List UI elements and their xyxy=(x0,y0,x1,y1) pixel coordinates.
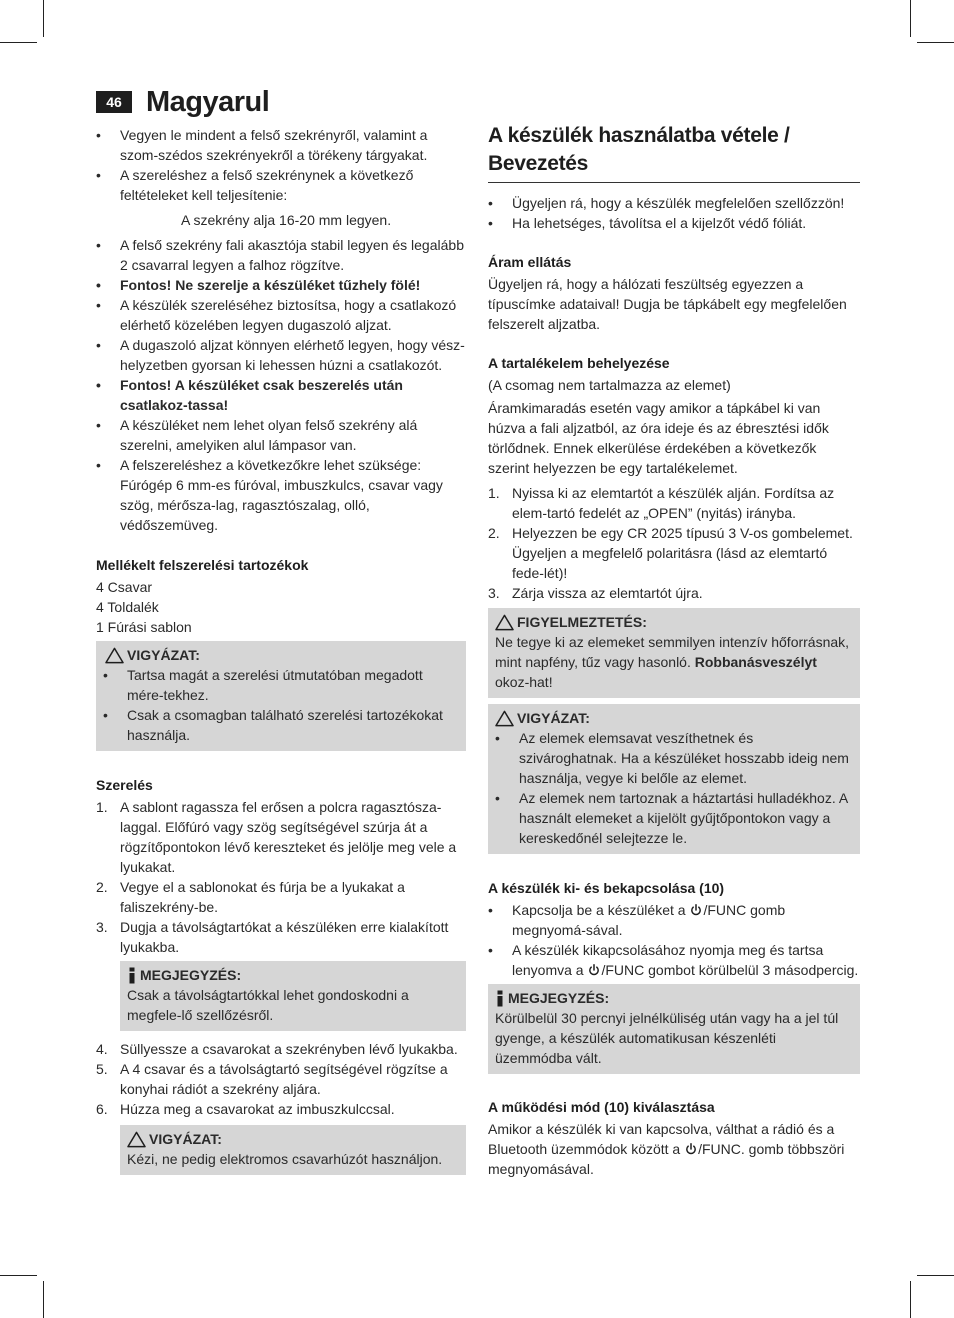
list-item: • Ha lehetséges, távolítsa el a kijelzőt védő fóliát. xyxy=(488,213,860,233)
note-title: MEGJEGYZÉS: xyxy=(508,990,610,1006)
condition-text: A szekrény alja 16-20 mm legyen. xyxy=(181,212,392,228)
caution-box-2 xyxy=(120,1125,466,1175)
crop-mark xyxy=(910,0,911,37)
note-header xyxy=(127,965,459,985)
power-icon xyxy=(690,904,702,916)
battery-subtitle: (A csomag nem tartalmazza az elemet) xyxy=(488,377,731,393)
list-item: • A készülék szereléséhez biztosítsa, hogy a csatlakozó elérhető közelében legyen dugaszoló aljzat. xyxy=(96,295,466,335)
caution-box xyxy=(96,641,466,751)
crop-mark xyxy=(910,1281,911,1318)
caution-title: VIGYÁZAT: xyxy=(149,1131,222,1147)
list-item: 4. Süllyessze a csavarokat a szekrényben lévő lyukakba. xyxy=(96,1041,458,1057)
list-item: 4 Toldalék xyxy=(96,599,159,615)
list-item: • A szereléshez a felső szekrénynek a következő feltételeket kell teljesítenie: xyxy=(96,165,466,205)
crop-mark xyxy=(0,42,37,43)
crop-mark xyxy=(917,42,954,43)
list-item: • A készülék kikapcsolásához nyomja meg és tartsa lenyomva a /FUNC gombot körülbelül 3 másodpercig. xyxy=(488,940,860,980)
power-heading: Áram ellátás xyxy=(488,254,572,270)
caution-text: Kézi, ne pedig elektromos csavarhúzót használjon. xyxy=(127,1151,443,1167)
power-icon xyxy=(685,1143,697,1155)
page-title: Magyarul xyxy=(146,86,270,118)
section-title: A készülék használatba vétele / Bevezetés xyxy=(488,122,860,183)
note-header xyxy=(495,988,853,1008)
list-item: • Csak a csomagban található szerelési tartozékokat használja. xyxy=(103,705,459,745)
mounting-steps-2 xyxy=(96,1039,466,1119)
page-number: 46 xyxy=(96,91,132,113)
onoff-heading: A készülék ki- és bekapcsolása (10) xyxy=(488,880,725,896)
battery-heading: A tartalékelem behelyezése xyxy=(488,355,670,371)
crop-mark xyxy=(0,1275,37,1276)
list-item: • Ügyeljen rá, hogy a készülék megfelelően szellőzzön! xyxy=(488,193,860,213)
onoff-list xyxy=(488,900,860,980)
power-text: Ügyeljen rá, hogy a hálózati feszültség egyezzen a típuscímke adataival! Dugja be tápkábelt egy megfelelően felszerelt aljzatba. xyxy=(488,276,847,332)
mounting-steps xyxy=(96,797,466,957)
list-item: 2. Helyezzen be egy CR 2025 típusú 3 V-os gombelemet. Ügyeljen a megfelelő polaritásra (lásd az elemtartó fede-lét)! xyxy=(488,525,853,581)
list-item: • A felső szekrény fali akasztója stabil legyen és legalább 2 csavarral legyen a falhoz rögzítve. xyxy=(96,235,466,275)
intro-list xyxy=(96,125,466,205)
caution-header xyxy=(495,708,853,728)
list-item: • Kapcsolja be a készüléket a /FUNC gomb megnyomá-sával. xyxy=(488,900,860,940)
caution-title: VIGYÁZAT: xyxy=(517,710,590,726)
list-item: • A készüléket nem lehet olyan felső szekrény alá szerelni, amelyiken alul lámpasor van. xyxy=(96,415,466,455)
battery-steps xyxy=(488,483,860,603)
caution-header xyxy=(103,645,459,665)
list-item: • Az elemek nem tartoznak a háztartási hulladékhoz. A használt elemeket a kijelölt gyűjtőpontokon vagy a kereskedőnél selejtezze le. xyxy=(495,788,853,848)
list-item: 2. Vegye el a sablonokat és fúrja be a lyukakat a faliszekrény-be. xyxy=(96,879,405,915)
caution-title: VIGYÁZAT: xyxy=(127,647,200,663)
note-text: Csak a távolságtartókkal lehet gondoskodni a megfele-lő szellőzésről. xyxy=(127,987,409,1023)
warning-header xyxy=(495,612,853,632)
mode-text: Amikor a készülék ki van kapcsolva, válthat a rádió és a Bluetooth üzemmódok között a /FUNC. gomb többszöri megnyomásával. xyxy=(488,1121,845,1177)
power-icon xyxy=(588,964,600,976)
note-box xyxy=(488,984,860,1074)
left-column xyxy=(96,125,466,1175)
warning-triangle-icon xyxy=(127,1131,146,1148)
note-box xyxy=(120,961,466,1031)
list-item: 3. Zárja vissza az elemtartót újra. xyxy=(488,585,703,601)
note-title: MEGJEGYZÉS: xyxy=(140,967,242,983)
warning-title: FIGYELMEZTETÉS: xyxy=(517,614,647,630)
note-text: Körülbelül 30 percnyi jelnélküliség után vagy ha a jel túl gyenge, a készülék automatikusan készenléti üzemmódba vált. xyxy=(495,1010,839,1066)
right-column xyxy=(488,122,860,1179)
info-icon xyxy=(495,990,505,1007)
requirements-list xyxy=(96,235,466,535)
accessories-list xyxy=(96,577,466,637)
list-item: 1. Nyissa ki az elemtartót a készülék alján. Fordítsa az elem-tartó fedelét az „OPEN” (nyitás) irányba. xyxy=(488,485,835,521)
list-item: • Vegyen le mindent a felső szekrényről, valamint a szom-szédos szekrényekről a törékeny tárgyakat. xyxy=(96,125,466,165)
list-item: 4 Csavar xyxy=(96,579,153,595)
list-item: 1 Fúrási sablon xyxy=(96,619,192,635)
warning-triangle-icon xyxy=(105,647,124,664)
list-item: • Fontos! Ne szerelje a készüléket tűzhely fölé! xyxy=(96,275,466,295)
list-item: 1. A sablont ragassza fel erősen a polcra ragasztósza-laggal. Előfúró vagy szög segítségével szúrja át a rögzítőpontokon lévő kereszteket és jelölje meg vele a lyukakat. xyxy=(96,799,457,875)
crop-mark xyxy=(917,1275,954,1276)
battery-text: Áramkimaradás esetén vagy amikor a tápkábel ki van húzva a fali aljzatból, az óra ideje és az ébresztési idők törlődnek. Ennek elkerülése érdekében a következők szerint helyezzen be egy tartalékelemet. xyxy=(488,400,829,476)
warning-triangle-icon xyxy=(495,710,514,727)
caution-list xyxy=(495,728,853,848)
list-item: 5. A 4 csavar és a távolságtartó segítségével rögzítse a konyhai rádiót a szekrény aljára. xyxy=(96,1061,448,1097)
warning-box xyxy=(488,608,860,698)
list-item: 6. Húzza meg a csavarokat az imbuszkulccsal. xyxy=(96,1101,395,1117)
caution-list xyxy=(103,665,459,745)
list-item: • A felszereléshez a következőkre lehet szüksége: Fúrógép 6 mm-es fúróval, imbuszkulcs, csavar vagy szög, mérősza-lag, ragasztószalag, olló, védőszemüveg. xyxy=(96,455,466,535)
warning-triangle-icon xyxy=(495,614,514,631)
list-item: • A dugaszoló aljzat könnyen elérhető legyen, hogy vész-helyzetben gyorsan ki lehessen húzni a csatlakozót. xyxy=(96,335,466,375)
crop-mark xyxy=(43,0,44,37)
crop-mark xyxy=(43,1281,44,1318)
info-icon xyxy=(127,967,137,984)
warning-text: Ne tegye ki az elemeket semmilyen intenzív hőforrásnak, mint napfény, tűz vagy hasonló. Robbanásveszélyt okoz-hat! xyxy=(495,634,850,690)
list-item: • Az elemek elemsavat veszíthetnek és szivároghatnak. Ha a készüléket hosszabb ideig nem használja, vegye ki belőle az elemet. xyxy=(495,728,853,788)
intro-list xyxy=(488,193,860,233)
mode-heading: A működési mód (10) kiválasztása xyxy=(488,1099,715,1115)
list-item: • Fontos! A készüléket csak beszerelés után csatlakoz-tassa! xyxy=(96,375,466,415)
caution-box xyxy=(488,704,860,854)
list-item: 3. Dugja a távolságtartókat a készüléken erre kialakított lyukakba. xyxy=(96,919,449,955)
accessories-heading: Mellékelt felszerelési tartozékok xyxy=(96,557,309,573)
mounting-heading: Szerelés xyxy=(96,777,153,793)
caution-header xyxy=(127,1129,459,1149)
list-item: • Tartsa magát a szerelési útmutatóban megadott mére-tekhez. xyxy=(103,665,459,705)
